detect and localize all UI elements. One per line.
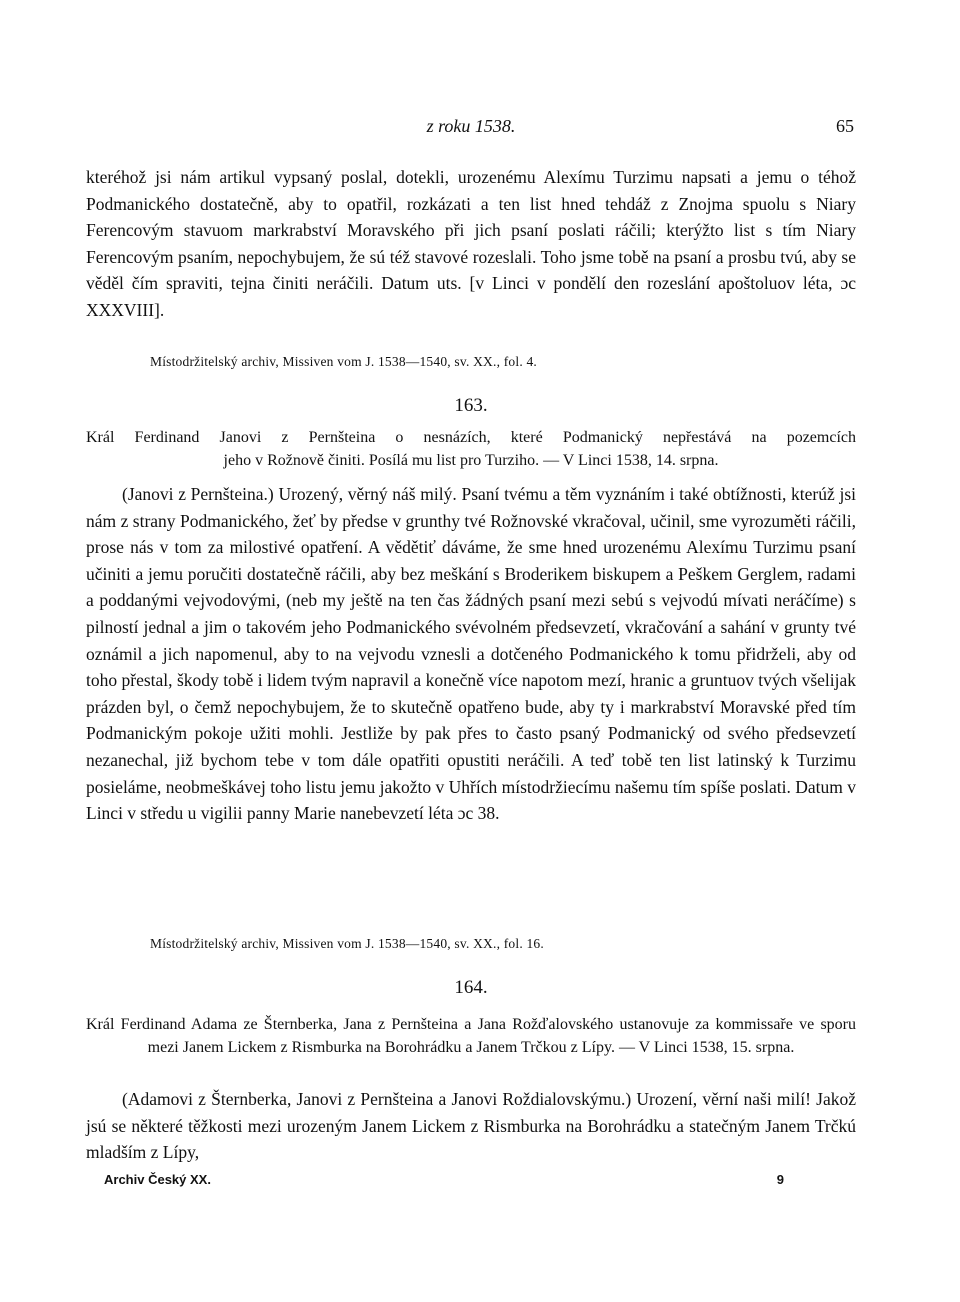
continuation-paragraph (86, 164, 856, 324)
summary-163-line-2: jeho v Rožnově činiti. Posílá mu list pro Turziho. — V Linci 1538, 14. srpna. (223, 451, 719, 469)
document-number-163: 163. (454, 395, 488, 416)
page-header (86, 116, 856, 140)
source-note-162: Místodržitelský archiv, Missiven vom J. 1538—1540, sv. XX., fol. 4. (150, 354, 538, 369)
continuation-text: kteréhož jsi nám artikul vypsaný poslal, dotekli, urozenému Alexímu Turzimu napsati a jemu o téhož Podmanického dostatečně, aby to opatřil, rozkázati a ten list hned tehdáž z Znojma spuolu s Niary Ferencovým stavuom markrabství Moravského při jich psaní poslati ráčili; kterýžto list s tím Niary Ferencovým psaním, nepochybujem, že sú též stavové rozeslali. Toho jsme tobě na psaní a prosbu tvú, aby se věděl čím spraviti, tejna činiti neráčili. Datum uts. [v Linci v pondělí den rozeslání apoštoluov léta, ɔc XXXVIII]. (86, 167, 856, 320)
document-body-164 (86, 1086, 856, 1166)
source-note-163: Místodržitelský archiv, Missiven vom J. 1538—1540, sv. XX., fol. 16. (150, 936, 544, 951)
running-title: z roku 1538. (426, 116, 516, 136)
body-164-text: (Adamovi z Šternberka, Janovi z Pernšteina a Janovi Roždialovskýmu.) Urození, věrní naši milí! Jakož jsú se některé těžkosti mezi urozeným Janem Lickem z Rismburka na Borohrádku a statečným Janem Trčkú mladším z Lípy, (86, 1089, 856, 1163)
page-number: 65 (836, 116, 854, 136)
body-163-text: (Janovi z Pernšteina.) Urozený, věrný náš milý. Psaní tvému a těm vyznáním i také obtížnosti, kterúž jsi nám z strany Podmanického, žeť by předse v grunthy tvé Rožnovské vkračoval, učinil, sme vyrozuměti ráčili, prose nás v tom za milostivé opatření. A vědětiť dáváme, že sme hned urozenému Alexímu Turzimu psaní učiniti a jemu poručiti dostatečně ráčili, aby bez meškání s Broderikem biskupem a Peškem Gerglem, radami a poddanými vejvodovými, (neb my ještě na ten čas žádných psaní mezi sebú s vejvodú mívati neráčíme) s pilností jednal a jim o takovém jeho Podmanického svévolném předsevzetí, vkračování a sahání v grunty tvé oznámil a jich napomenul, aby to na vejvodu vznesli a dotčeného Podmanického k tomu přidrželi, aby od toho přestal, škody tobě i lidem tvým napravil a konečně více napotom mezí, hranic a gruntuov tvých všelijak prázden byl, o čemž nepochybujem, že to skutečně opatřeno bude, aby ty i markrabství Moravské před tím Podmanickým pokoje užiti mohli. Jestliže by pak přes to často psaný Podmanický od svého předsevzetí nezanechal, již bychom tebe v tom dále opatřiti opustiti neráčili. A teď tobě ten list latinský k Turzimu posieláme, neobmeškávej toho listu jemu jakožto v Uhřích místodržiecímu našemu tím spíše poslati. Datum v Linci v středu u vigilii panny Marie nanebevzetí léta ɔc 38. (86, 484, 856, 824)
document-page (86, 0, 856, 1302)
page-footer (104, 1172, 784, 1192)
document-body-163 (86, 481, 856, 827)
document-summary-163 (86, 427, 856, 472)
sheet-number: 9 (776, 1172, 784, 1187)
document-summary-164: Král Ferdinand Adama ze Šternberka, Jana z Pernšteina a Jana Rožďalovského ustanovuje za kommissaře ve sporu mezi Janem Lickem z Rismburka na Borohrádku a Janem Trčkou z Lípy. — V Linci 1538, 15. srpna. (86, 1016, 856, 1056)
signature-mark: Archiv Český XX. (104, 1172, 211, 1187)
document-number-164: 164. (454, 977, 488, 998)
summary-163-line-1: Král Ferdinand Janovi z Pernšteina o nesnázích, které Podmanický nepřestává na pozemcích (86, 429, 856, 446)
